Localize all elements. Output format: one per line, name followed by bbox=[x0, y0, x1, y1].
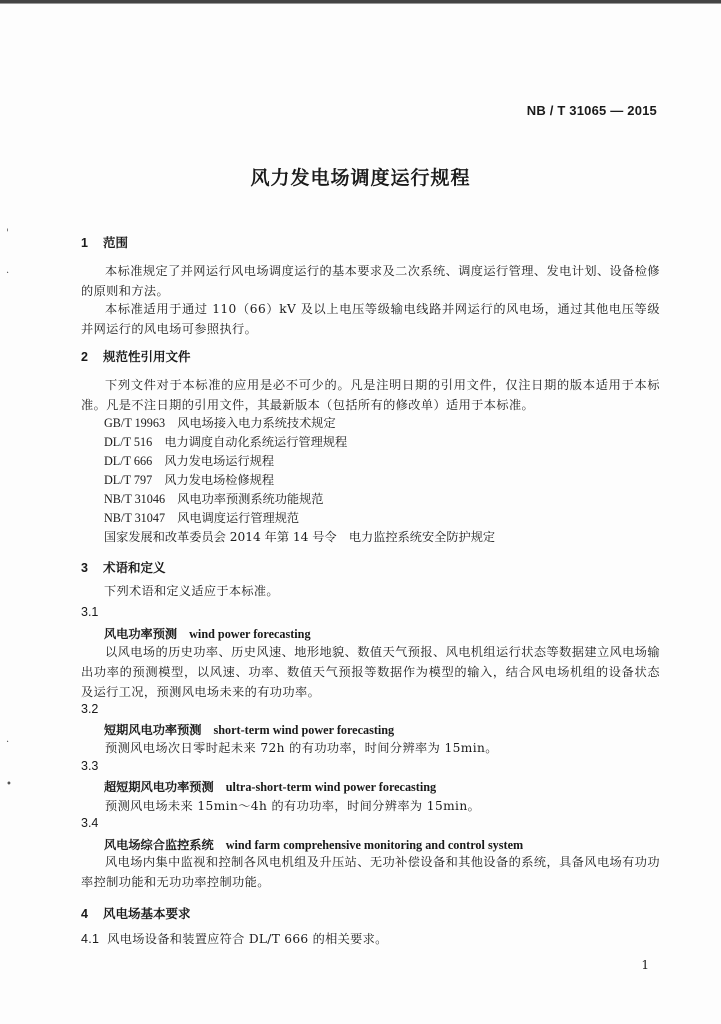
section-3-intro: 下列术语和定义适应于本标准。 bbox=[104, 584, 279, 598]
term-definition: 风电场内集中监视和控制各风电机组及升压站、无功补偿设备和其他设备的系统，具备风电场有功功率控制功能和无功功率控制功能。 bbox=[81, 855, 660, 889]
reference-code: DL/T 516 bbox=[104, 435, 153, 449]
scan-mark: ' bbox=[6, 228, 9, 239]
reference-title: 风力发电场检修规程 bbox=[164, 473, 275, 487]
document-number: NB / T 31065 — 2015 bbox=[526, 103, 657, 118]
term-entry bbox=[104, 778, 436, 795]
term-definition: 以风电场的历史功率、历史风速、地形地貌、数值天气预报、风电机组运行状态等数据建立风电场输出功率的预测模型，以风速、功率、数值天气预报等数据作为模型的输入，结合风电场机组的设备状态及运行工况，预测风电场未来的有功功率。 bbox=[81, 645, 660, 699]
clause-text: 风电场设备和装置应符合 DL/T 666 的相关要求。 bbox=[107, 932, 388, 946]
reference-item bbox=[104, 528, 495, 545]
term-number: 3.1 bbox=[81, 605, 99, 619]
term-entry bbox=[104, 625, 311, 642]
term-zh: 风电场综合监控系统 bbox=[104, 838, 214, 852]
reference-code: NB/T 31047 bbox=[104, 511, 166, 525]
reference-title: 风电调度运行管理规范 bbox=[177, 511, 300, 525]
term-definition: 预测风电场未来 15min～4h 的有功功率，时间分辨率为 15min。 bbox=[105, 799, 481, 813]
section-number: 3 bbox=[81, 561, 88, 575]
reference-title: 风电场接入电力系统技术规定 bbox=[177, 416, 336, 430]
term-number: 3.4 bbox=[81, 816, 99, 830]
term-entry bbox=[104, 721, 394, 738]
term-en: ultra-short-term wind power forecasting bbox=[225, 780, 437, 794]
section-1-paragraph: 本标准适用于通过 110（66）kV 及以上电压等级输电线路并网运行的风电场，通过其他电压等级并网运行的风电场可参照执行。 bbox=[81, 302, 660, 336]
section-number: 1 bbox=[81, 236, 88, 250]
reference-title: 电力调度自动化系统运行管理规程 bbox=[164, 435, 348, 449]
reference-code: NB/T 31046 bbox=[104, 492, 166, 506]
term-definition: 预测风电场次日零时起未来 72h 的有功功率，时间分辨率为 15min。 bbox=[105, 741, 498, 755]
page-title: 风力发电场调度运行规程 bbox=[250, 167, 471, 189]
section-2-heading bbox=[81, 347, 191, 365]
reference-item bbox=[104, 490, 324, 507]
reference-item bbox=[104, 414, 336, 431]
reference-code: DL/T 666 bbox=[104, 454, 153, 468]
scan-mark: · bbox=[6, 268, 10, 279]
section-title: 术语和定义 bbox=[103, 560, 166, 575]
reference-item bbox=[104, 509, 299, 526]
section-number: 4 bbox=[81, 907, 88, 921]
term-zh: 风电功率预测 bbox=[104, 627, 178, 641]
scan-mark: • bbox=[6, 779, 12, 790]
section-title: 风电场基本要求 bbox=[103, 906, 191, 921]
section-title: 范围 bbox=[103, 235, 129, 250]
section-1-paragraph: 本标准规定了并网运行风电场调度运行的基本要求及二次系统、调度运行管理、发电计划、设备检修的原则和方法。 bbox=[81, 264, 660, 298]
term-zh: 超短期风电功率预测 bbox=[104, 780, 214, 794]
reference-item bbox=[104, 452, 274, 469]
term-en: short-term wind power forecasting bbox=[213, 723, 395, 737]
section-3-heading bbox=[81, 558, 166, 576]
reference-item bbox=[104, 433, 347, 450]
section-title: 规范性引用文件 bbox=[103, 349, 191, 364]
clause-4-1 bbox=[81, 930, 388, 949]
term-zh: 短期风电功率预测 bbox=[104, 723, 202, 737]
clause-number: 4.1 bbox=[81, 932, 100, 946]
reference-item bbox=[104, 471, 274, 488]
section-2-intro: 下列文件对于本标准的应用是必不可少的。凡是注明日期的引用文件，仅注日期的版本适用于本标准。凡是不注日期的引用文件，其最新版本（包括所有的修改单）适用于本标准。 bbox=[81, 378, 660, 412]
reference-title: 风电功率预测系统功能规范 bbox=[177, 492, 324, 506]
term-number: 3.3 bbox=[81, 759, 99, 773]
section-4-heading bbox=[81, 904, 191, 922]
section-number: 2 bbox=[81, 350, 88, 364]
scan-mark: · bbox=[6, 737, 10, 748]
page-number: 1 bbox=[641, 958, 649, 972]
reference-code: GB/T 19963 bbox=[104, 416, 166, 430]
term-number: 3.2 bbox=[81, 702, 99, 716]
term-entry bbox=[104, 836, 523, 853]
reference-title: 风力发电场运行规程 bbox=[164, 454, 275, 468]
reference-title: 国家发展和改革委员会 2014 年第 14 号令 电力监控系统安全防护规定 bbox=[104, 530, 496, 544]
section-1-heading bbox=[81, 233, 128, 251]
reference-code: DL/T 797 bbox=[104, 473, 153, 487]
term-en: wind power forecasting bbox=[189, 627, 311, 641]
scan-edge-line bbox=[0, 3, 721, 4]
term-en: wind farm comprehensive monitoring and control system bbox=[225, 838, 524, 852]
